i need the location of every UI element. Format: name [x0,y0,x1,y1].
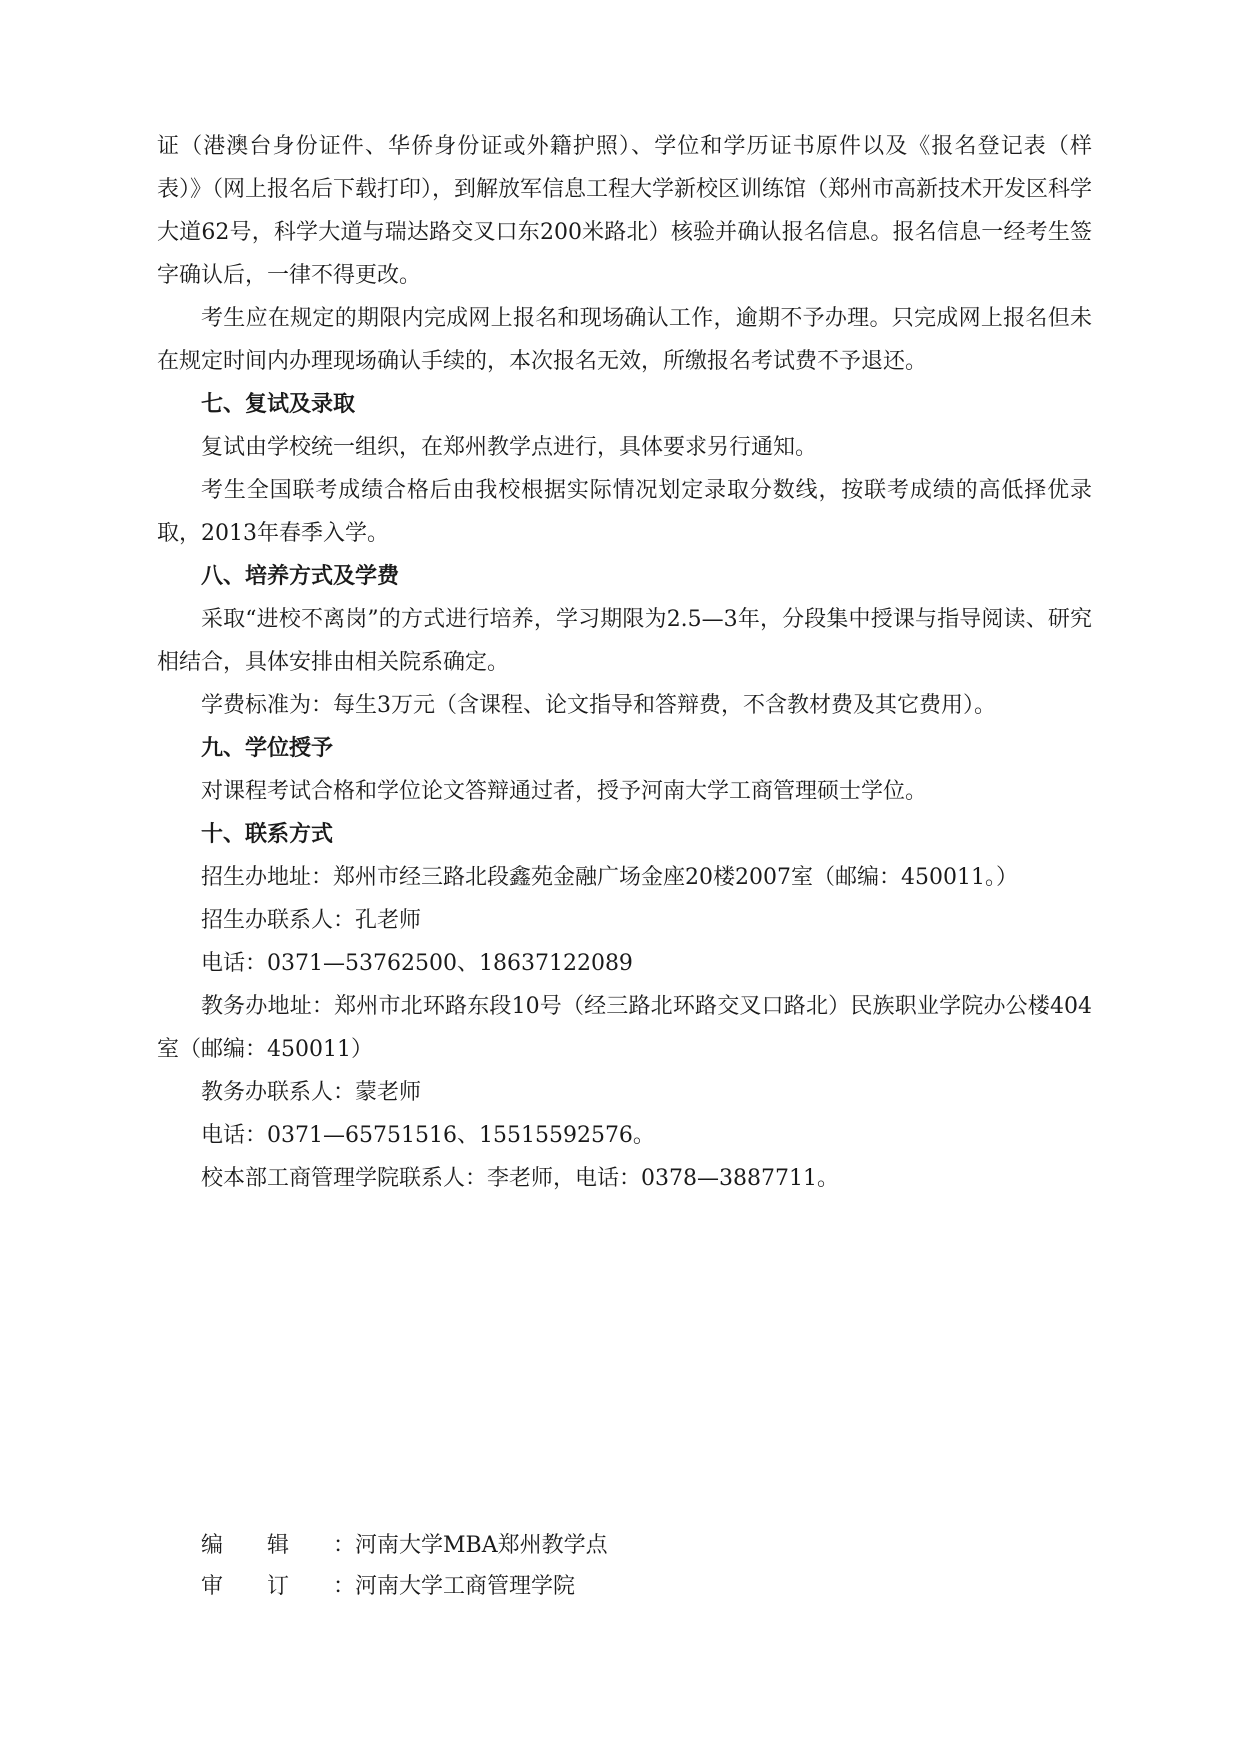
section-heading-contact: 十、联系方式 [201,821,334,847]
footer-reviewer [157,1566,1092,1607]
paragraph-tuition: 学费标准为：每生3万元（含课程、论文指导和答辩费，不含教材费及其它费用）。 [201,693,996,718]
paragraph-admission: 考生全国联考成绩合格后由我校根据实际情况划定录取分数线，按联考成绩的高低择优录取，2013年春季入学。 [157,478,1092,546]
contact-academic-address: 教务办地址：郑州市北环路东段10号（经三路北环路交叉口路北）民族职业学院办公楼404室（邮编：450011） [157,994,1092,1062]
section-heading-retest-admission: 七、复试及录取 [201,391,356,417]
contact-main-campus: 校本部工商管理学院联系人：李老师，电话：0378—3887711。 [201,1166,839,1191]
contact-academic-person: 教务办联系人：蒙老师 [201,1080,422,1105]
contact-admissions-address: 招生办地址：郑州市经三路北段鑫苑金融广场金座20楼2007室（邮编：450011。） [201,865,1018,890]
contact-admissions-person: 招生办联系人：孔老师 [201,908,422,933]
footer-editor [157,1525,1092,1566]
footer-editor-value: ：河南大学MBA郑州教学点 [333,1533,608,1558]
paragraph-retest: 复试由学校统一组织，在郑州教学点进行，具体要求另行通知。 [201,435,818,460]
document-body [157,125,1092,1200]
footer-reviewer-value: ：河南大学工商管理学院 [333,1574,576,1599]
paragraph-registration-confirmation: 证（港澳台身份证件、华侨身份证或外籍护照）、学位和学历证书原件以及《报名登记表（样表）》（网上报名后下载打印），到解放军信息工程大学新校区训练馆（郑州市高新技术开发区科学大道62号，科学大道与瑞达路交叉口东200米路北）核验并确认报名信息。报名信息一经考生签字确认后，一律不得更改。 [157,134,1093,288]
footer-reviewer-label: 审订 [201,1574,334,1599]
paragraph-deadline-notice: 考生应在规定的期限内完成网上报名和现场确认工作，逾期不予办理。只完成网上报名但未在规定时间内办理现场确认手续的，本次报名无效，所缴报名考试费不予退还。 [157,306,1092,374]
section-heading-training-tuition: 八、培养方式及学费 [201,563,400,589]
contact-academic-phone: 电话：0371—65751516、15515592576。 [201,1123,655,1148]
footer-editor-label: 编辑 [201,1533,334,1558]
paragraph-degree-award: 对课程考试合格和学位论文答辩通过者，授予河南大学工商管理硕士学位。 [201,779,928,804]
section-heading-degree: 九、学位授予 [201,735,334,761]
contact-admissions-phone: 电话：0371—53762500、18637122089 [201,951,633,976]
document-footer [157,1525,1092,1607]
paragraph-training-mode: 采取“进校不离岗”的方式进行培养，学习期限为2.5—3年，分段集中授课与指导阅读、研究相结合，具体安排由相关院系确定。 [157,607,1092,675]
